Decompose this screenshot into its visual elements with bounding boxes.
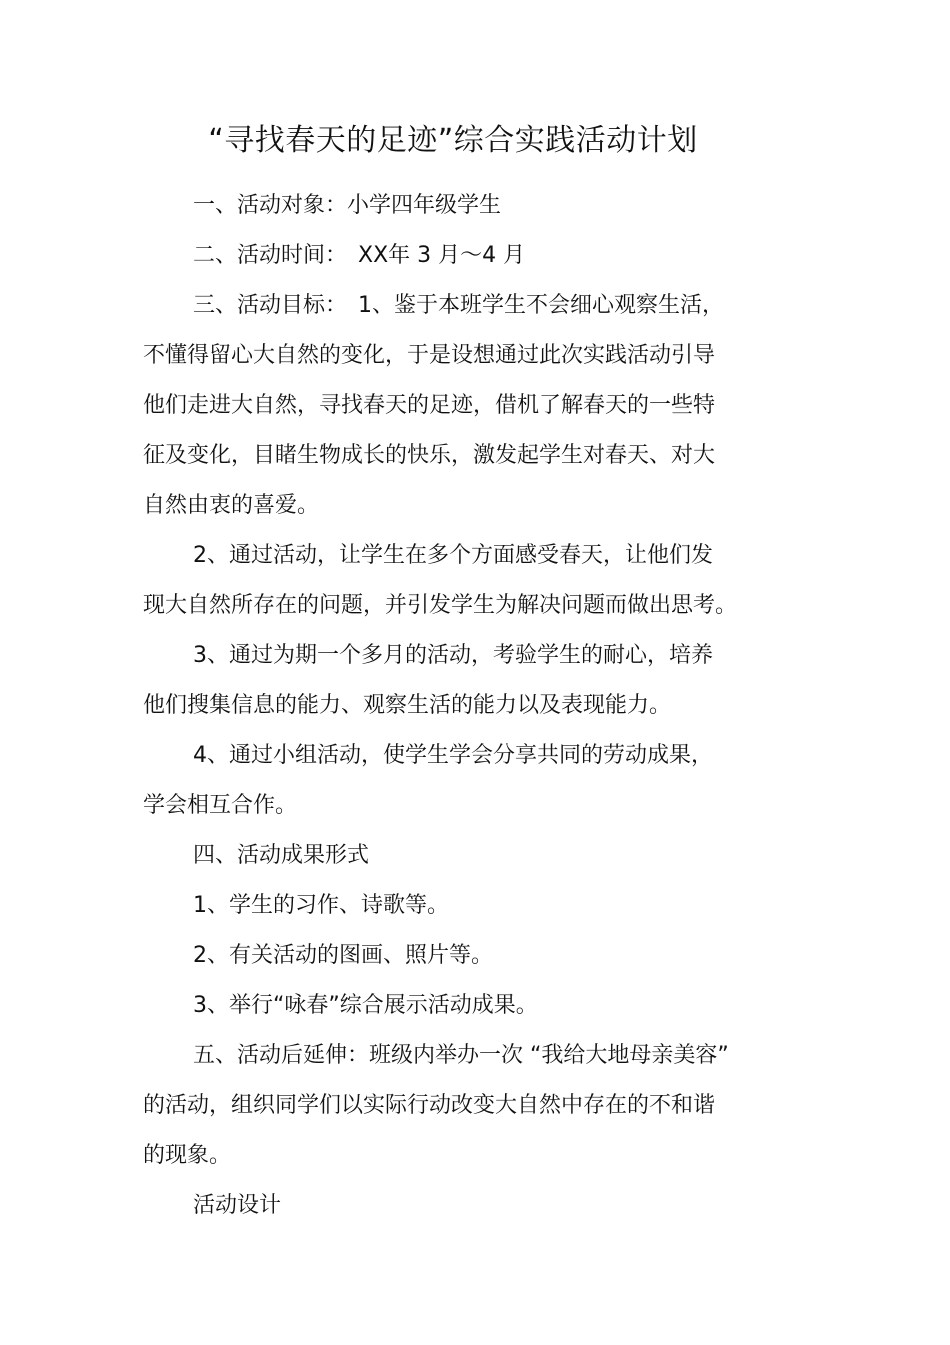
text-line-activity-target: 一、活动对象：小学四年级学生: [193, 193, 502, 218]
text-line-extension: 五、活动后延伸：班级内举办一次 “我给大地母亲美容”: [193, 1043, 729, 1068]
text-line: 现大自然所存在的问题，并引发学生为解决问题而做出思考。: [143, 593, 738, 618]
document-title: “寻找春天的足迹”综合实践活动计划: [208, 123, 698, 158]
text-line: 征及变化，目睹生物成长的快乐，激发起学生对春天、对大: [143, 443, 716, 468]
text-line-result-2: 2、有关活动的图画、照片等。: [193, 943, 493, 968]
text-line-activity-design: 活动设计: [193, 1193, 282, 1218]
text-line: 的现象。: [143, 1143, 232, 1168]
text-line-activity-time: 二、活动时间： XX年 3 月～4 月: [193, 243, 526, 268]
text-line-results-heading: 四、活动成果形式: [193, 843, 370, 868]
text-line-result-3: 3、举行“咏春”综合展示活动成果。: [193, 993, 538, 1018]
text-line: 自然由衷的喜爱。: [143, 493, 320, 518]
text-line-goal-3: 3、通过为期一个多月的活动，考验学生的耐心，培养: [193, 643, 713, 668]
text-line-goal-1: 三、活动目标： 1、鉴于本班学生不会细心观察生活，: [193, 293, 724, 318]
text-line-result-1: 1、学生的习作、诗歌等。: [193, 893, 449, 918]
text-line-goal-4: 4、通过小组活动，使学生学会分享共同的劳动成果，: [193, 743, 713, 768]
text-line-goal-2: 2、通过活动，让学生在多个方面感受春天，让他们发: [193, 543, 713, 568]
text-line: 的活动，组织同学们以实际行动改变大自然中存在的不和谐: [143, 1093, 716, 1118]
text-line: 他们搜集信息的能力、观察生活的能力以及表现能力。: [143, 693, 672, 718]
text-line: 不懂得留心大自然的变化，于是设想通过此次实践活动引导: [143, 343, 716, 368]
text-line: 他们走进大自然，寻找春天的足迹，借机了解春天的一些特: [143, 393, 716, 418]
text-line: 学会相互合作。: [143, 793, 298, 818]
